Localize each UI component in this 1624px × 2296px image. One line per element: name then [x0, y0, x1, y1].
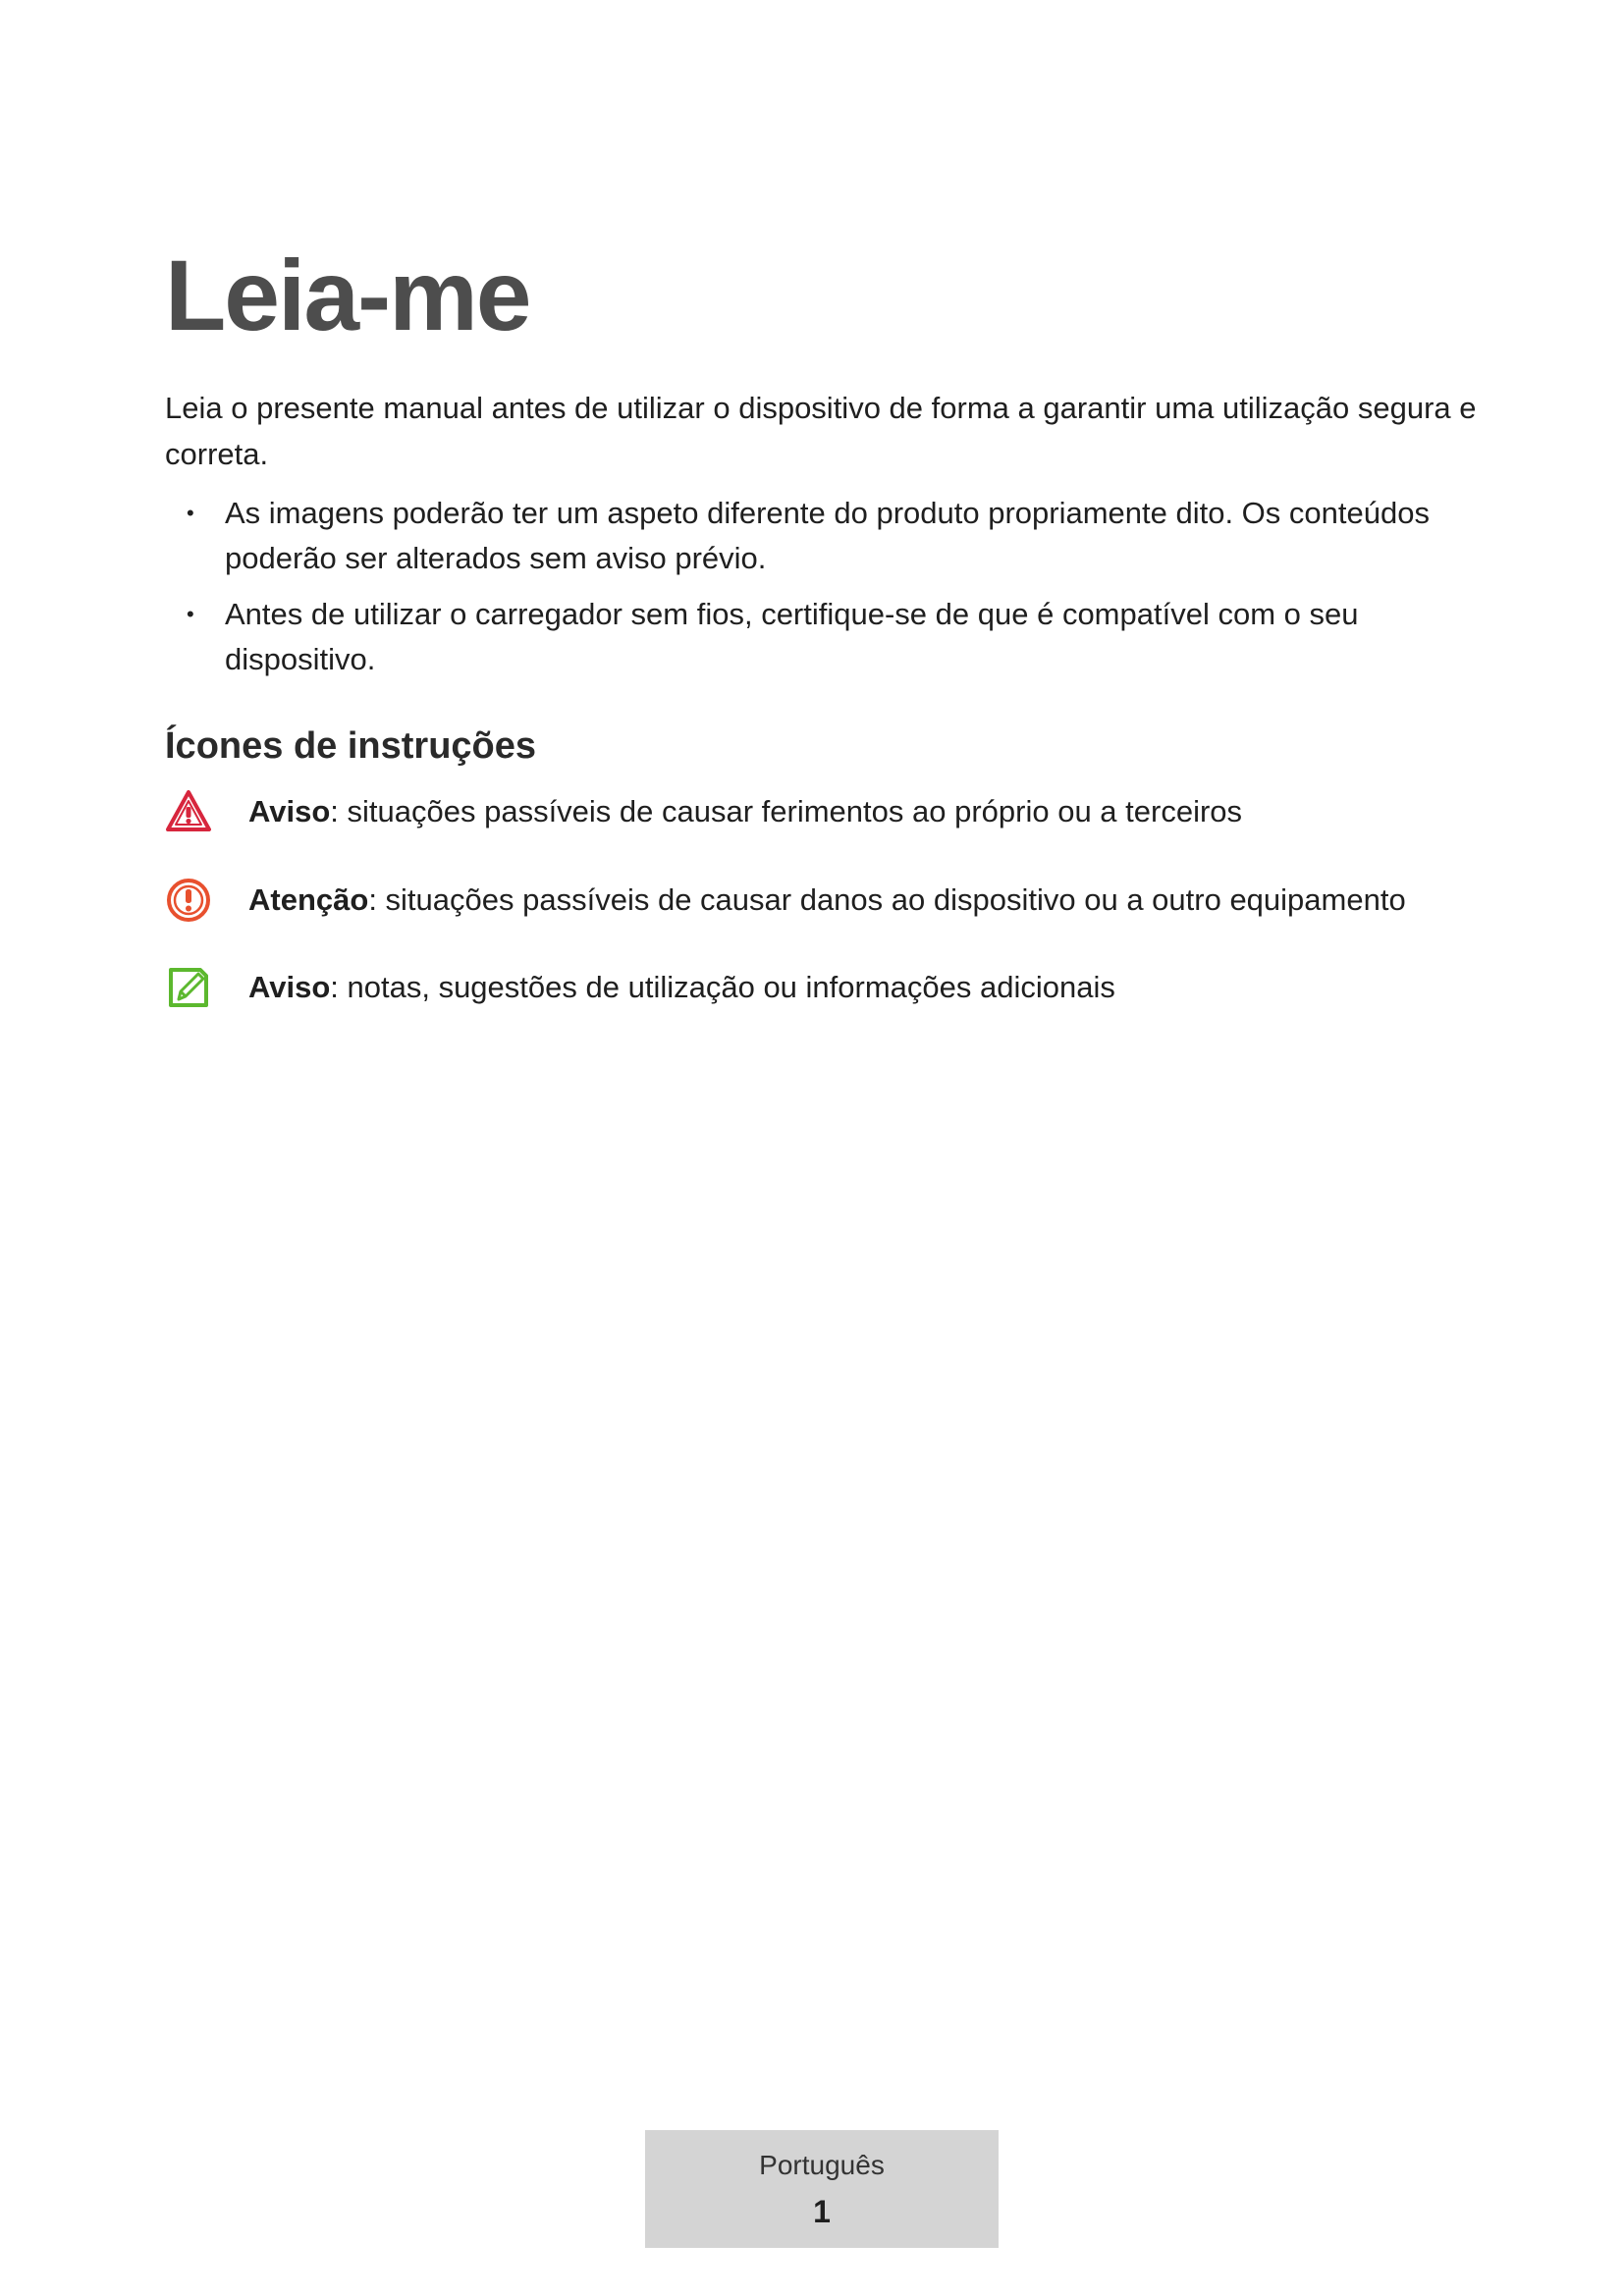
instruction-description: : situações passíveis de causar danos ao dispositivo ou a outro equipamento	[368, 882, 1406, 917]
intro-paragraph: Leia o presente manual antes de utilizar o dispositivo de forma a garantir uma utilização segura e correta.	[165, 391, 1477, 471]
note-pencil-icon	[165, 964, 212, 1011]
instruction-description: : situações passíveis de causar ferimentos ao próprio ou a terceiros	[330, 794, 1243, 828]
instruction-text	[248, 881, 1406, 920]
page-number: 1	[813, 2194, 831, 2229]
list-item-text: As imagens poderão ter um aspeto diferente do produto propriamente dito. Os conteúdos poderão ser alterados sem aviso prévio.	[225, 496, 1430, 575]
bullet-icon: •	[187, 602, 194, 626]
bullet-icon: •	[187, 501, 194, 525]
instruction-row-warning	[165, 788, 1481, 837]
notice-list	[165, 491, 1481, 693]
instruction-label: Aviso	[248, 794, 331, 828]
instruction-row-caution	[165, 877, 1481, 926]
section-heading: Ícones de instruções	[165, 725, 537, 767]
page-title: Leia-me	[165, 240, 530, 351]
footer-language: Português	[759, 2150, 885, 2180]
instruction-text	[248, 968, 1115, 1007]
list-item	[165, 592, 1481, 682]
instruction-label: Atenção	[248, 882, 369, 917]
list-item	[165, 491, 1481, 581]
warning-triangle-icon	[165, 788, 212, 835]
list-item-text: Antes de utilizar o carregador sem fios, certifique-se de que é compatível com o seu dispositivo.	[225, 597, 1359, 676]
instruction-row-note	[165, 964, 1481, 1013]
caution-circle-icon	[165, 877, 212, 924]
instruction-description: : notas, sugestões de utilização ou informações adicionais	[330, 970, 1115, 1004]
instruction-label: Aviso	[248, 970, 331, 1004]
page-footer	[645, 2130, 999, 2248]
instruction-text	[248, 792, 1242, 831]
